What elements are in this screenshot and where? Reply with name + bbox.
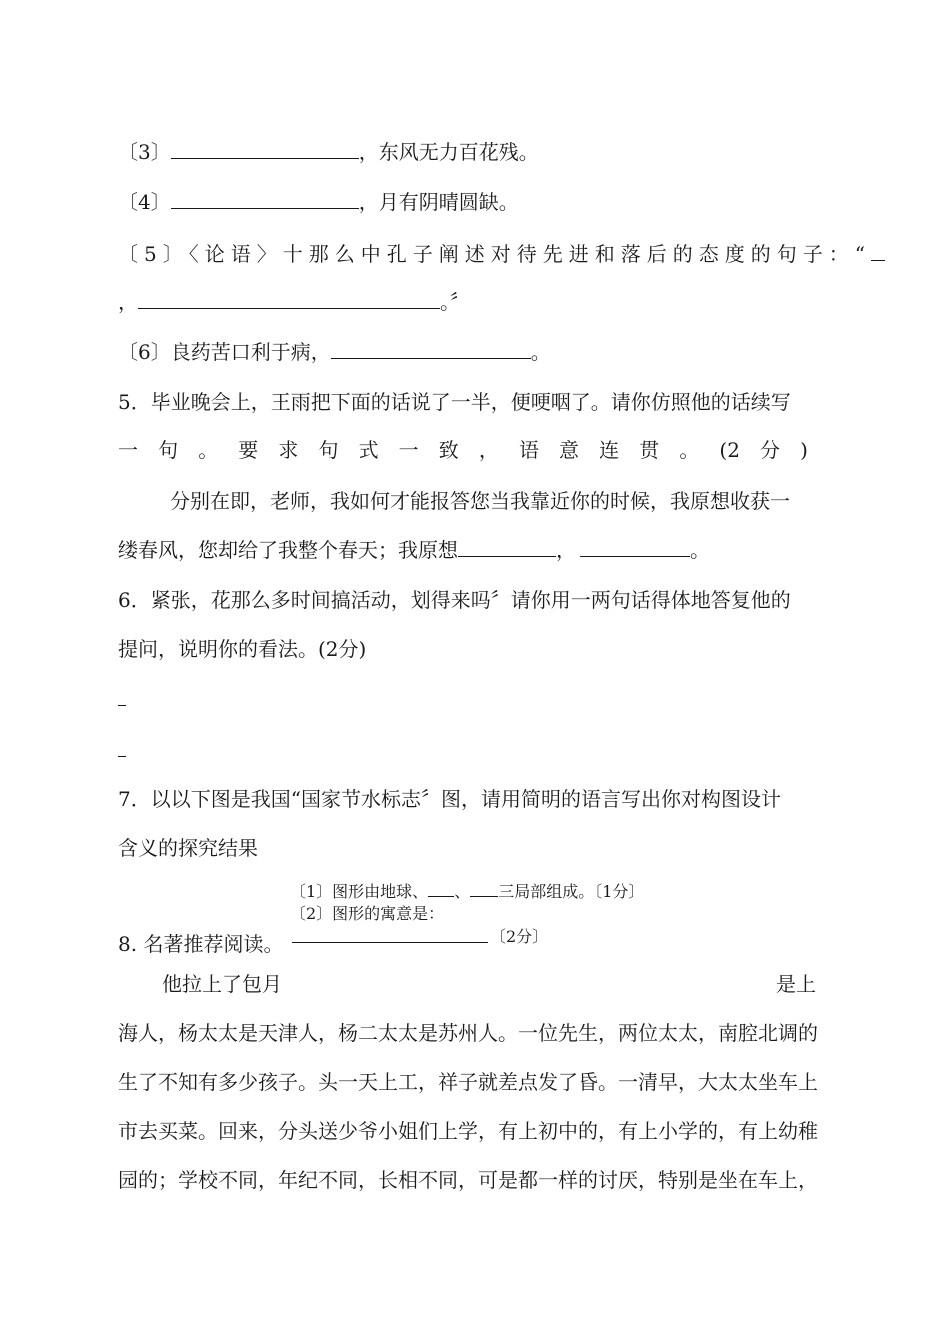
item-6-text: 〔6〕良药苦口利于病， bbox=[118, 340, 331, 364]
q5-char: 一 bbox=[398, 438, 419, 462]
q5-char: ) bbox=[800, 438, 808, 462]
item-6-blank[interactable] bbox=[331, 338, 531, 359]
q8-label: 8. 名著推荐阅读。 bbox=[118, 932, 284, 956]
q8-passage-line1-left: 他拉上了包月 bbox=[162, 972, 282, 996]
q5-char: 语 bbox=[518, 438, 539, 462]
item-3-text: ，东风无力百花残。 bbox=[358, 140, 539, 164]
item-6-end: 。 bbox=[530, 340, 551, 364]
item-3-number: 〔3〕 bbox=[118, 140, 171, 164]
q5-char: 。 bbox=[679, 438, 700, 462]
q7-sub-1-sep: 、 bbox=[454, 882, 471, 901]
q7-sub-1-text: 〔1〕图形由地球、 bbox=[290, 882, 429, 901]
q7-sub-1-end: 三局部组成。〔1分〕 bbox=[498, 882, 645, 901]
q5-passage-text: 缕春风，您却给了我整个春天；我原想 bbox=[118, 538, 458, 562]
item-5-blank-1[interactable] bbox=[871, 240, 885, 261]
item-5-line2 bbox=[118, 288, 470, 316]
q5-prompt: 5．毕业晚会上，王雨把下面的话说了一半，便哽咽了。请你仿照他的话续写 bbox=[118, 390, 791, 414]
item-5-blank-2[interactable] bbox=[138, 288, 440, 309]
q5-char: ， bbox=[478, 438, 499, 462]
q5-passage-comma: ， bbox=[556, 538, 576, 562]
q7-prompt-line1: 7．以以下图是我国“国家节水标志〞图，请用简明的语言写出你对构图设计 bbox=[118, 787, 781, 811]
q8-passage-line1-right bbox=[776, 970, 816, 998]
q5-char: 。 bbox=[198, 438, 219, 462]
q5-char: 式 bbox=[358, 438, 379, 462]
q5-passage-line2 bbox=[118, 536, 710, 564]
item-6 bbox=[118, 338, 551, 366]
item-4-text: ，月有阴晴圆缺。 bbox=[358, 190, 519, 214]
item-5 bbox=[118, 240, 885, 268]
q7-blank-2[interactable] bbox=[470, 880, 498, 897]
q8-passage-line2: 海人，杨太太是天津人，杨二太太是苏州人。一位先生，两位太太，南腔北调的 bbox=[118, 1021, 818, 1045]
q7-prompt-line2: 含义的探究结果 bbox=[118, 836, 258, 860]
item-3 bbox=[118, 138, 539, 166]
q7-blank-1[interactable] bbox=[428, 880, 454, 897]
q5-char: (2 bbox=[719, 438, 740, 462]
q5-char: 要 bbox=[238, 438, 259, 462]
item-3-blank[interactable] bbox=[171, 138, 359, 159]
q5-char: 求 bbox=[278, 438, 299, 462]
q6-answer-line-1[interactable] bbox=[118, 705, 126, 706]
q8-passage-line5: 园的；学校不同，年纪不同，长相不同，可是都一样的讨厌，特别是坐在车上， bbox=[118, 1168, 818, 1192]
q8-blank[interactable] bbox=[292, 922, 488, 943]
q5-blank-2[interactable] bbox=[580, 536, 690, 557]
item-5-line2-end: 。〞 bbox=[440, 290, 470, 314]
q5-passage-end: 。 bbox=[690, 538, 710, 562]
q7-sub-2: 〔2〕图形的寓意是： bbox=[290, 904, 445, 923]
q5-char: 一 bbox=[118, 438, 138, 462]
q5-char: 连 bbox=[599, 438, 620, 462]
item-4 bbox=[118, 188, 519, 216]
q8-passage-line1-right-text: 是上 bbox=[776, 972, 816, 996]
q8-score: 〔2分〕 bbox=[490, 927, 549, 946]
q5-char: 贯 bbox=[639, 438, 660, 462]
item-5-line2-lead: ， bbox=[118, 290, 138, 314]
item-4-number: 〔4〕 bbox=[118, 190, 171, 214]
q5-char: 致 bbox=[438, 438, 459, 462]
q5-blank-1[interactable] bbox=[458, 536, 556, 557]
q6-prompt-line2: 提问，说明你的看法。(2分) bbox=[118, 637, 367, 661]
q5-requirement bbox=[118, 436, 808, 464]
q5-char: 分 bbox=[760, 438, 781, 462]
item-4-blank[interactable] bbox=[171, 188, 359, 209]
q8-passage-line3: 生了不知有多少孩子。头一天上工，祥子就差点发了昏。一清早，大太太坐车上 bbox=[118, 1070, 818, 1094]
q5-char: 句 bbox=[318, 438, 339, 462]
q5-char: 句 bbox=[158, 438, 179, 462]
q7-sub-1 bbox=[290, 880, 644, 903]
item-5-text: 〔5〕〈论语〉十那么中孔子阐述对待先进和落后的态度的句子：“ bbox=[118, 242, 871, 266]
q6-answer-line-2[interactable] bbox=[118, 756, 126, 757]
q8-passage-line4: 市去买菜。回来，分头送少爷小姐们上学，有上初中的，有上小学的，有上幼稚 bbox=[118, 1119, 818, 1143]
q5-char: 意 bbox=[559, 438, 580, 462]
q6-prompt-line1: 6．紧张，花那么多时间搞活动，划得来吗〞请你用一两句话得体地答复他的 bbox=[118, 588, 791, 612]
q5-passage-line1: 分别在即，老师，我如何才能报答您当我靠近你的时候，我原想收获一 bbox=[170, 489, 790, 513]
